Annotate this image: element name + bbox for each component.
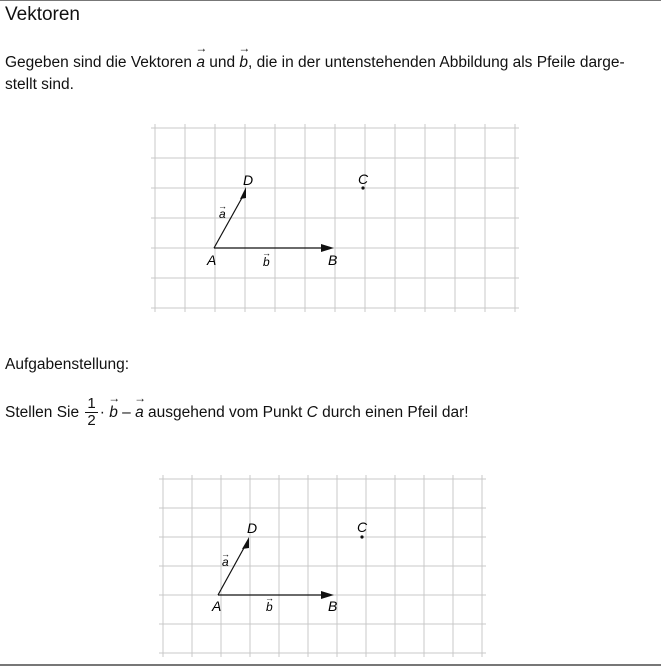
- label-vec-a-2: a: [222, 555, 229, 569]
- label-vec-b-1: b: [263, 255, 270, 269]
- vector-a-letter: a: [196, 54, 205, 71]
- label-d-point-1: D: [243, 172, 254, 188]
- minus-sign: –: [117, 404, 136, 421]
- fraction-denominator: 2: [87, 412, 96, 430]
- task-suffix: durch einen Pfeil dar!: [317, 404, 469, 421]
- grid-2: [159, 475, 486, 657]
- fraction-numerator: 1: [87, 395, 96, 413]
- task-vector-b-letter: b: [109, 404, 118, 421]
- vector-a-arrowhead-2: [242, 537, 249, 549]
- label-vec-b-2: b: [266, 600, 273, 614]
- label-a-point-2: A: [212, 598, 222, 614]
- intro-text-4: stellt sind.: [5, 76, 74, 93]
- page-title: Vektoren: [5, 4, 80, 25]
- label-b-point-1: B: [328, 252, 338, 268]
- vector-arrow-icon: →: [195, 41, 208, 55]
- intro-text-1: Gegeben sind die Vektoren: [5, 54, 197, 71]
- task-vector-a-letter: a: [135, 404, 144, 421]
- label-c-point-1: C: [358, 171, 369, 187]
- vector-b-letter: b: [239, 54, 249, 71]
- label-b-point-2: B: [328, 598, 338, 614]
- vector-arrow-icon: →: [134, 391, 147, 405]
- task-text-mid: ausgehend vom Punkt: [143, 404, 307, 421]
- task-point-c: C: [306, 404, 318, 421]
- vector-arrow-icon: →: [238, 41, 251, 55]
- point-c-dot-2: [360, 535, 363, 538]
- label-a-point-1: A: [207, 252, 217, 268]
- intro-text-2: und: [204, 54, 240, 71]
- label-vec-a-arrow-2: →: [221, 549, 230, 559]
- label-vec-b-arrow-1: →: [262, 248, 271, 258]
- section-heading: Aufgabenstellung:: [5, 356, 130, 373]
- label-c-point-2: C: [357, 519, 368, 535]
- bottom-rule: [0, 664, 661, 666]
- label-d-point-2: D: [247, 520, 258, 536]
- vector-arrow-icon: →: [108, 391, 121, 405]
- label-vec-a-1: a: [219, 207, 226, 221]
- multiplication-dot: ·: [99, 404, 105, 421]
- label-vec-a-arrow-1: →: [218, 201, 227, 211]
- intro-text-3: , die in der untenstehenden Abbildung als Pfeile darge-: [248, 54, 625, 71]
- task-prefix: Stellen Sie: [5, 404, 84, 421]
- label-vec-b-arrow-2: →: [265, 593, 274, 603]
